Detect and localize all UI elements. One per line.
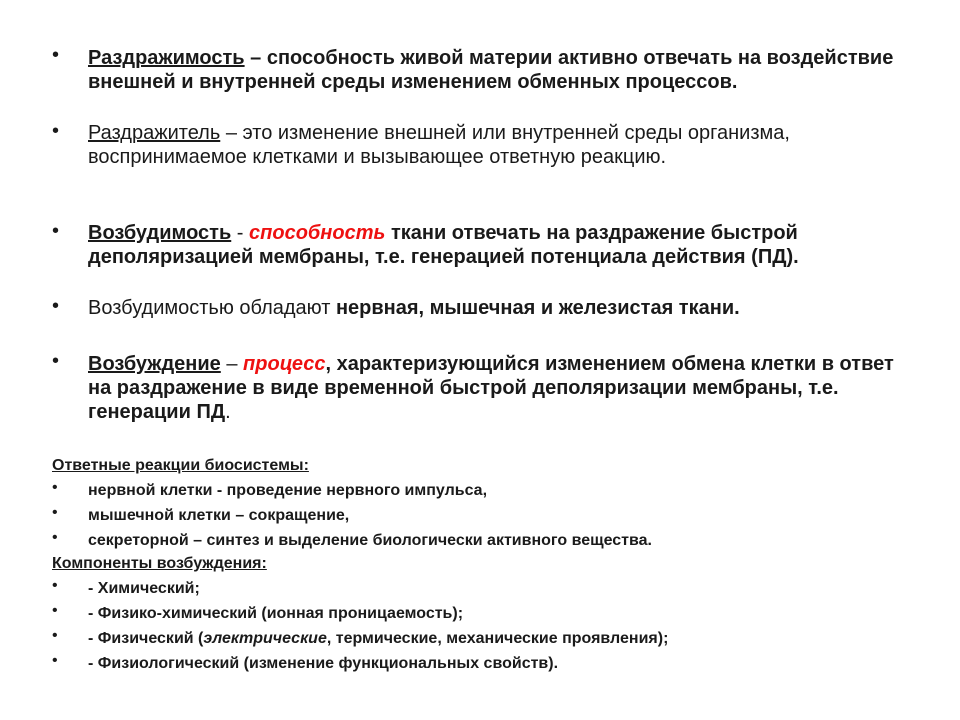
- paragraph-excitation: [88, 352, 918, 424]
- paragraph-stimulus: [88, 121, 918, 169]
- component-item-3-pre: - Физический (: [88, 630, 204, 647]
- excitable-tissues-list: нервная, мышечная и железистая ткани.: [335, 297, 740, 319]
- term-excitability: Возбудимость: [88, 222, 232, 244]
- definition-excitation: , характеризующийся изменением обмена клетки в ответ на раздражение в виде временной быстрой деполяризации мембраны, т.е. генерации ПД: [88, 353, 894, 423]
- definition-irritability: – способность живой материи активно отвечать на воздействие внешней и внутренней среды изменением обменных процессов.: [88, 47, 894, 93]
- components-heading: Компоненты возбуждения:: [52, 555, 267, 572]
- response-bullet-2: •: [52, 504, 58, 521]
- responses-heading: Ответные реакции биосистемы:: [52, 457, 309, 474]
- response-item-3: секреторной – синтез и выделение биологически активного вещества.: [88, 532, 652, 549]
- paragraph-excitable-tissues: [88, 296, 918, 320]
- component-item-4: - Физиологический (изменение функциональных свойств).: [88, 655, 559, 672]
- component-item-1: - Химический;: [88, 580, 200, 597]
- dash-excitability: -: [231, 222, 250, 244]
- component-bullet-2: •: [52, 602, 58, 619]
- term-irritability: Раздражимость: [88, 47, 245, 69]
- component-bullet-1: •: [52, 577, 58, 594]
- highlight-process: процесс: [243, 353, 326, 375]
- bullet-2: •: [52, 120, 60, 142]
- definition-stimulus: – это изменение внешней или внутренней среды организма, воспринимаемое клетками и вызывающее ответную реакцию.: [88, 122, 790, 168]
- response-item-2: мышечной клетки – сокращение,: [88, 507, 350, 524]
- term-stimulus: Раздражитель: [88, 122, 221, 144]
- excitable-tissues-text: Возбудимостью обладают: [88, 297, 336, 319]
- bullet-5: •: [52, 350, 60, 372]
- response-item-1: нервной клетки - проведение нервного импульса,: [88, 482, 488, 499]
- component-item-3-post: , термические, механические проявления);: [326, 630, 669, 647]
- bullet-1: •: [52, 44, 60, 66]
- paragraph-irritability: [88, 46, 918, 94]
- definition-excitability: ткани отвечать на раздражение быстрой деполяризацией мембраны, т.е. генерацией потенциала действия (ПД).: [88, 222, 799, 268]
- definition-excitation-end: .: [225, 401, 231, 423]
- response-bullet-3: •: [52, 529, 58, 546]
- highlight-ability: способность: [249, 222, 386, 244]
- component-bullet-4: •: [52, 652, 58, 669]
- component-item-3: [88, 629, 938, 649]
- component-item-3-italic: электрические: [203, 630, 327, 647]
- component-item-2: - Физико-химический (ионная проницаемость);: [88, 605, 464, 622]
- bullet-4: •: [52, 295, 60, 317]
- bullet-3: •: [52, 220, 60, 242]
- paragraph-excitability: [88, 221, 918, 269]
- term-excitation: Возбуждение: [88, 353, 221, 375]
- dash-excitation: –: [220, 353, 244, 375]
- component-bullet-3: •: [52, 627, 58, 644]
- response-bullet-1: •: [52, 479, 58, 496]
